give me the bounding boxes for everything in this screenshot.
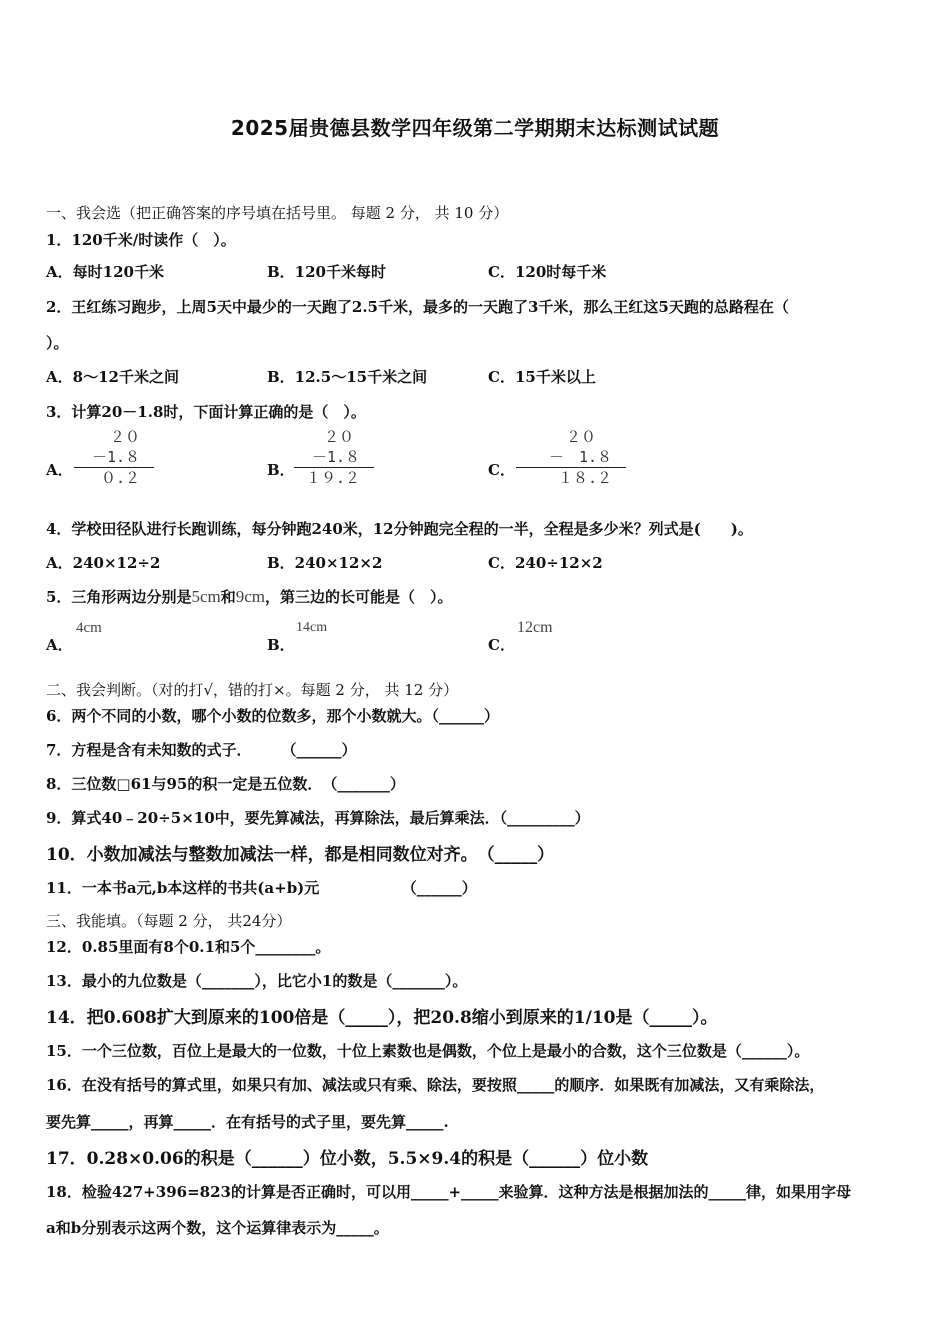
- section-1-heading: 一、我会选（把正确答案的序号填在括号里。 每题 2 分， 共 10 分）: [46, 204, 509, 222]
- q3-option-b-label: B．: [267, 461, 295, 479]
- q3-option-c-label: C．: [488, 461, 515, 479]
- q3-option-b-calculation: [294, 427, 374, 488]
- question-2-cont: ）。: [46, 334, 69, 352]
- q5-side-1: 5cm: [191, 587, 221, 606]
- q5-option-a-label: A．: [46, 636, 73, 654]
- q5-text-post: ，第三边的长可能是（ ）。: [265, 588, 453, 606]
- q3-option-c-calculation: [516, 427, 626, 488]
- question-9: 9．算式40﹣20÷5×10中，要先算减法，再算除法，最后算乘法．（_________）: [46, 809, 590, 827]
- q3-a-subtrahend: －1.８: [91, 448, 140, 466]
- section-3-heading: 三、我能填。（每题 2 分， 共24分）: [46, 912, 292, 930]
- q3-c-result: １８.２: [557, 469, 612, 487]
- q1-option-b: B．120千米每时: [267, 263, 386, 281]
- q3-a-minuend: ２０: [109, 428, 140, 446]
- q3-c-subtrahend: － 1.８: [548, 448, 612, 466]
- q3-a-result: ０.２: [100, 469, 140, 487]
- q5-option-c-value: 12cm: [517, 619, 553, 636]
- q3-option-a-calculation: [74, 427, 154, 488]
- q3-b-subtrahend: －1.８: [311, 448, 360, 466]
- q3-b-result: １９.２: [305, 469, 360, 487]
- q2-option-a: A．8～12千米之间: [46, 368, 179, 386]
- question-15: 15．一个三位数，百位上是最大的一位数，十位上素数也是偶数，个位上是最小的合数，这个三位数是（______）。: [46, 1042, 810, 1060]
- q4-option-b: B．240×12×2: [267, 554, 383, 572]
- q5-option-c-label: C．: [488, 636, 515, 654]
- q5-text-pre: 5．三角形两边分别是: [46, 588, 192, 606]
- question-6: 6．两个不同的小数，哪个小数的位数多，那个小数就大。（______）: [46, 707, 499, 725]
- question-17: 17．0.28×0.06的积是（______）位小数，5.5×9.4的积是（______）位小数: [46, 1149, 649, 1169]
- question-8: 8．三位数□61与95的积一定是五位数． （_______）: [46, 775, 405, 793]
- q5-and: 和: [220, 588, 236, 606]
- q5-option-b-label: B．: [267, 636, 295, 654]
- q5-option-b-value: 14cm: [296, 620, 328, 635]
- question-12: 12．0.85里面有8个0.1和5个________。: [46, 938, 331, 956]
- question-16-line-1: 16．在没有括号的算式里，如果只有加、减法或只有乘、除法，要按照_____的顺序．如果既有加减法，又有乘除法，: [46, 1076, 825, 1094]
- question-2: 2．王红练习跑步，上周5天中最少的一天跑了2.5千米，最多的一天跑了3千米，那么王红这5天跑的总路程在（: [46, 298, 789, 316]
- question-5: [46, 586, 453, 607]
- question-16-line-2: 要先算_____，再算_____．在有括号的式子里，要先算_____.: [46, 1113, 449, 1131]
- question-14: 14．把0.608扩大到原来的100倍是（_____），把20.8缩小到原来的1/10是（_____）。: [46, 1008, 718, 1028]
- question-10: 10．小数加减法与整数加减法一样，都是相同数位对齐。 （_____）: [46, 845, 555, 865]
- q1-option-c: C．120时每千米: [488, 263, 607, 281]
- question-18-line-2: a和b分别表示这两个数，这个运算律表示为_____。: [46, 1219, 389, 1237]
- question-4: 4．学校田径队进行长跑训练，每分钟跑240米，12分钟跑完全程的一半，全程是多少米？列式是( )。: [46, 520, 753, 538]
- q2-option-b: B．12.5～15千米之间: [267, 368, 428, 386]
- q3-option-a-label: A．: [46, 461, 73, 479]
- question-11: 11．一本书a元,b本这样的书共(a+b)元 （______）: [46, 879, 477, 897]
- q3-c-minuend: ２０: [565, 428, 596, 446]
- q5-side-2: 9cm: [235, 587, 266, 606]
- question-7: 7．方程是含有未知数的式子． （______）: [46, 741, 357, 759]
- question-3: 3．计算20－1.8时，下面计算正确的是（ ）。: [46, 403, 366, 421]
- section-2-heading: 二、我会判断。（对的打√，错的打×。每题 2 分， 共 12 分）: [46, 681, 459, 699]
- q3-b-minuend: ２０: [323, 428, 354, 446]
- q5-option-a-value: 4cm: [76, 620, 102, 636]
- q2-option-c: C．15千米以上: [488, 368, 596, 386]
- question-13: 13．最小的九位数是（_______），比它小1的数是（_______）。: [46, 972, 468, 990]
- page-title: 2025届贵德县数学四年级第二学期期末达标测试试题: [230, 116, 720, 140]
- question-18-line-1: 18．检验427+396=823的计算是否正确时，可以用_____+_____来验算．这种方法是根据加法的_____律，如果用字母: [46, 1183, 852, 1201]
- question-1: 1．120千米/时读作（ ）。: [46, 231, 236, 249]
- q1-option-a: A．每时120千米: [46, 263, 164, 281]
- q4-option-c: C．240÷12×2: [488, 554, 603, 572]
- q4-option-a: A．240×12÷2: [46, 554, 161, 572]
